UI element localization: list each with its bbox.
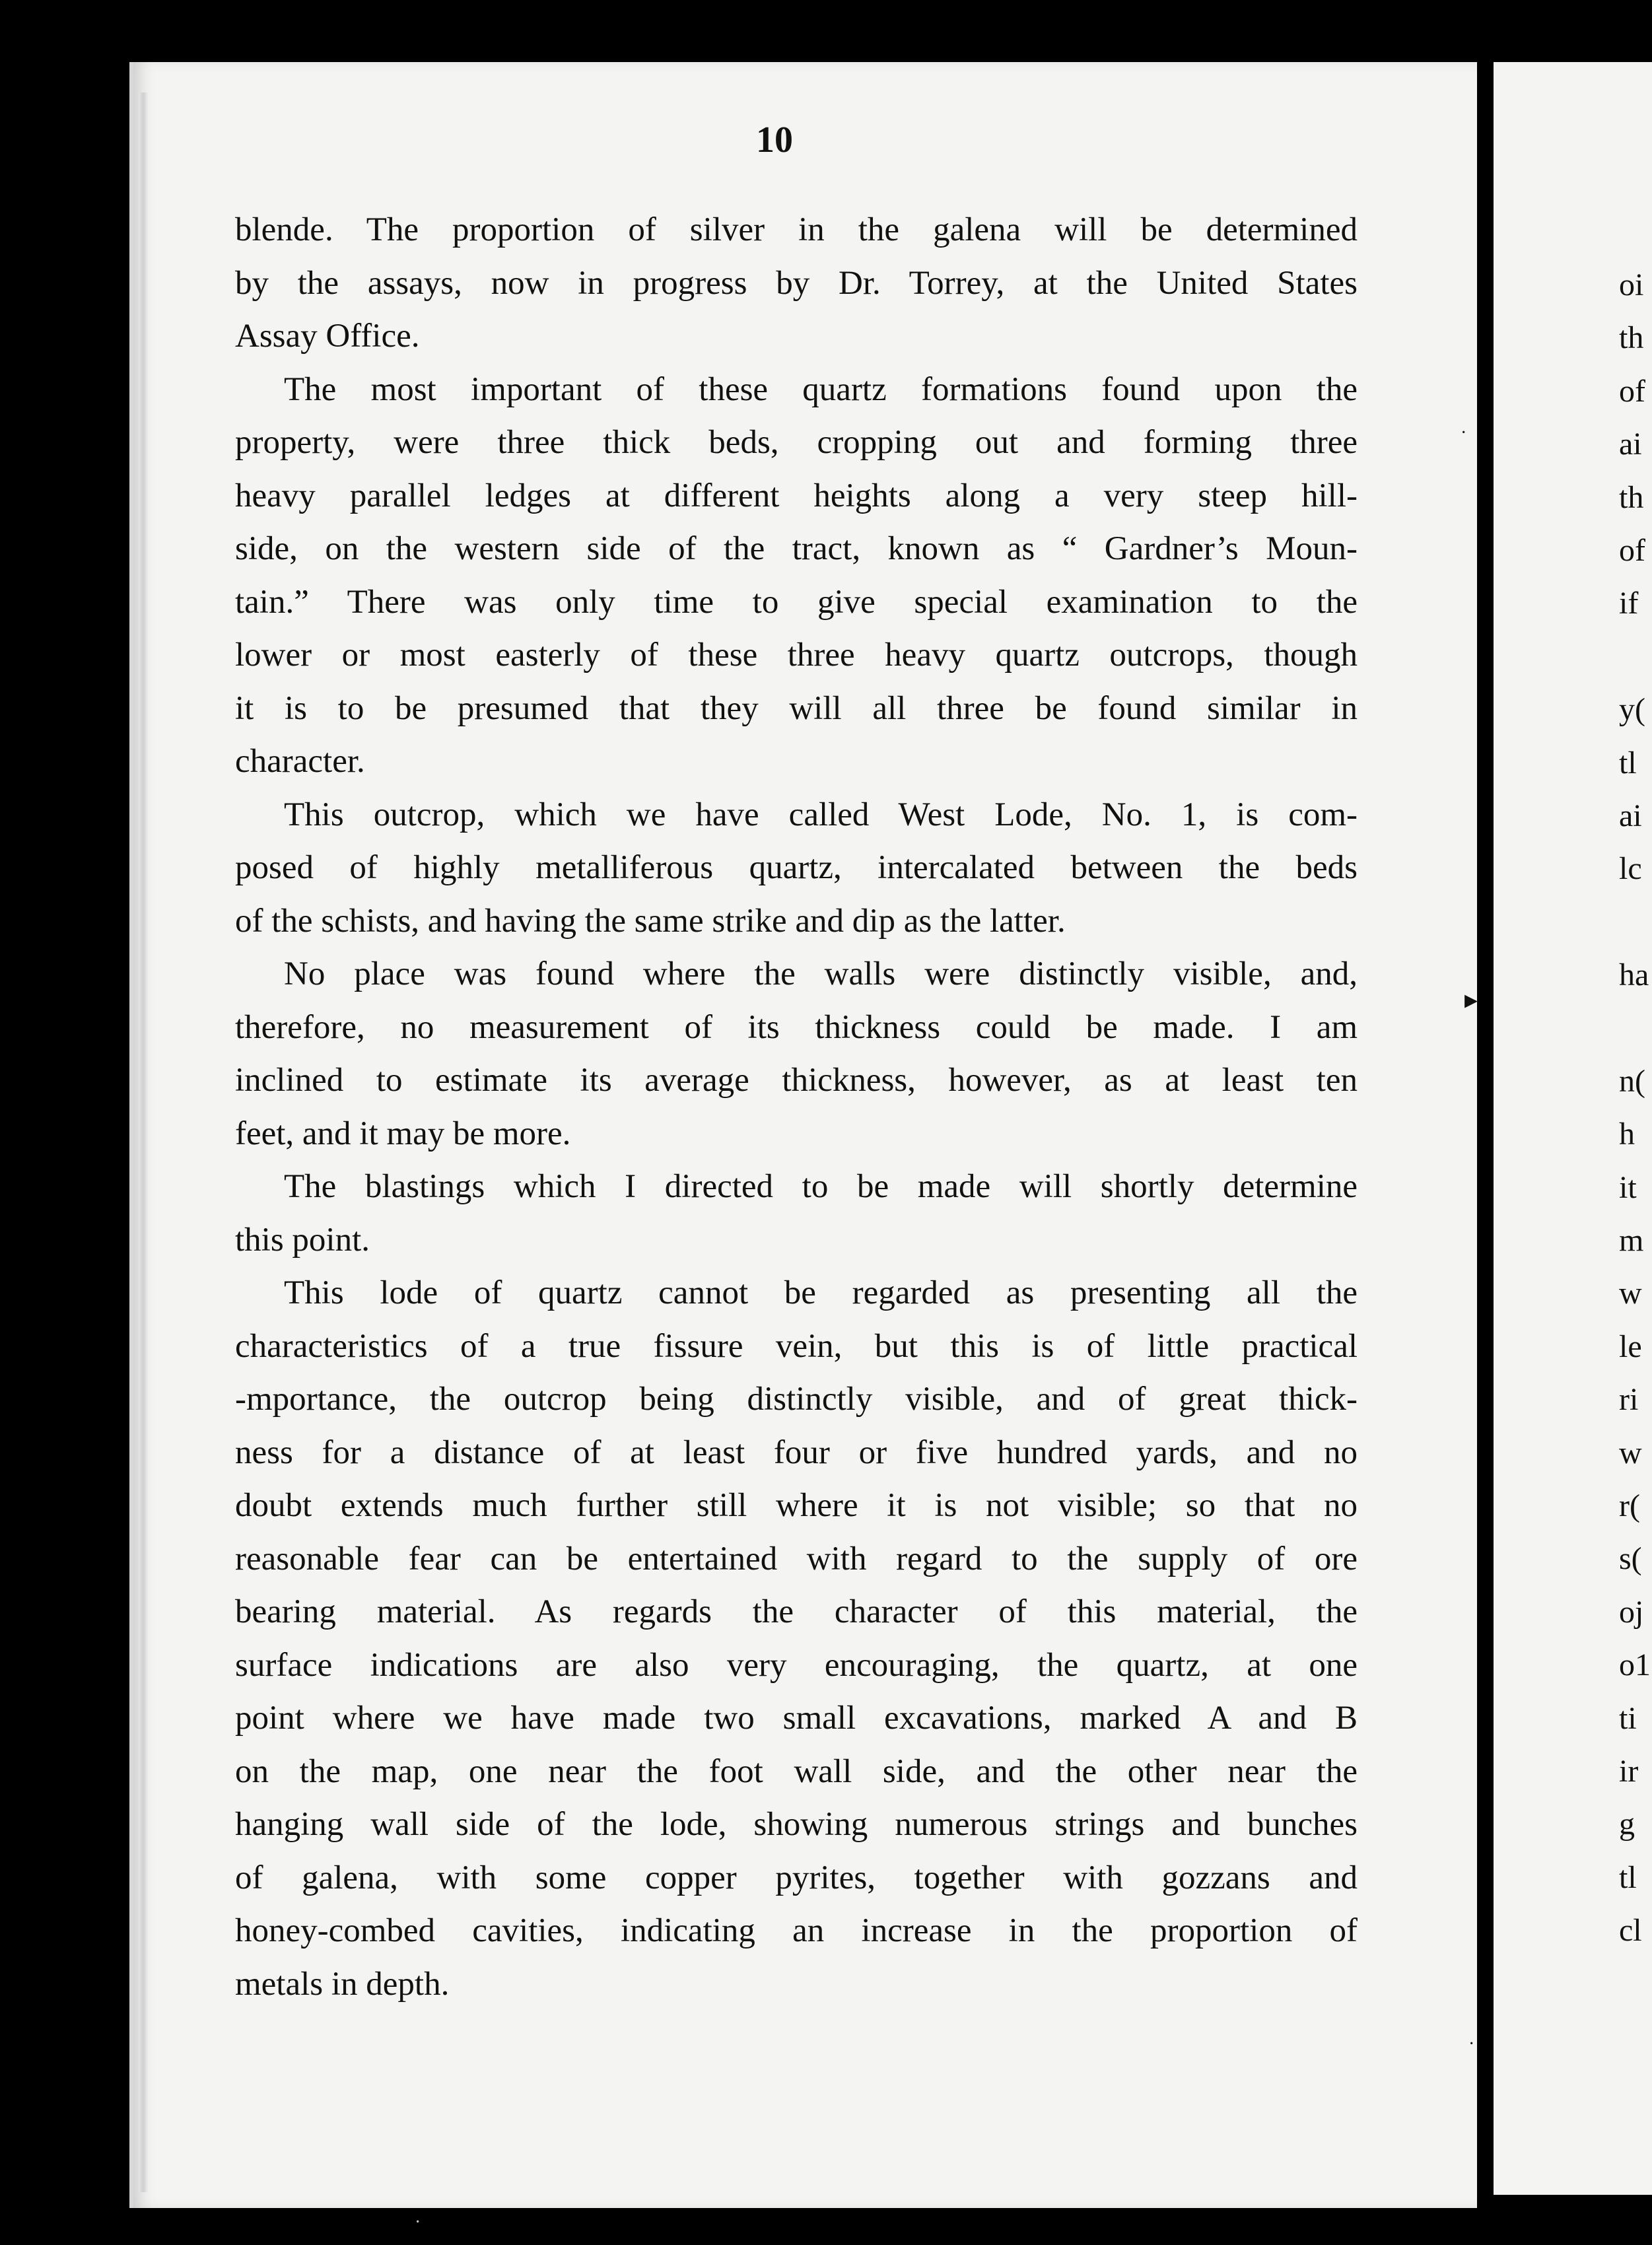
scan-speck: · (1461, 423, 1467, 443)
text-line: The blastings which I directed to be made will shortly determine (284, 1168, 1358, 1205)
fragment: ir (1619, 1753, 1639, 1789)
fragment: r( (1619, 1488, 1640, 1523)
text-line: character. (235, 743, 365, 780)
text-line: -mportance, the outcrop being distinctly visible, and of great thick- (235, 1381, 1358, 1418)
fragment (1619, 631, 1651, 683)
fragment: th (1619, 320, 1644, 356)
fragment (1619, 896, 1651, 949)
fragment: s( (1619, 1541, 1642, 1577)
text-line: heavy parallel ledges at different heights along a very steep hill- (235, 477, 1358, 514)
page-number: 10 (756, 120, 793, 160)
fragment: tl (1619, 1859, 1637, 1895)
fragment: ti (1619, 1700, 1637, 1736)
text-line: posed of highly metalliferous quartz, intercalated between the beds (235, 849, 1358, 886)
body-text (235, 203, 1358, 2011)
text-line: bearing material. As regards the character of this material, the (235, 1593, 1358, 1630)
scan-speck: · (1468, 2034, 1475, 2054)
right-page-fragments (1619, 259, 1651, 1958)
text-line: hanging wall side of the lode, showing numerous strings and bunches (235, 1806, 1358, 1843)
text-line: therefore, no measurement of its thickness could be made. I am (235, 1008, 1358, 1046)
text-line: inclined to estimate its average thickness, however, as at least ten (235, 1062, 1358, 1099)
text-line: reasonable fear can be entertained with regard to the supply of ore (235, 1540, 1358, 1577)
fragment: cl (1619, 1913, 1642, 1949)
fragment: w (1619, 1435, 1642, 1470)
fragment: ha (1619, 957, 1649, 993)
text-line: honey-combed cavities, indicating an increase in the proportion of (235, 1912, 1358, 1949)
text-line: side, on the western side of the tract, known as “ Gardner’s Moun- (235, 530, 1358, 567)
text-line: No place was found where the walls were distinctly visible, and, (284, 955, 1358, 992)
fragment: oj (1619, 1594, 1644, 1630)
text-line: of the schists, and having the same strike and dip as the latter. (235, 902, 1066, 940)
text-line: of galena, with some copper pyrites, together with gozzans and (235, 1859, 1358, 1896)
text-line: This lode of quartz cannot be regarded as presenting all the (284, 1274, 1358, 1311)
fragment: h (1619, 1117, 1635, 1152)
text-line: doubt extends much further still where it is not visible; so that no (235, 1487, 1358, 1524)
text-line: tain.” There was only time to give special examination to the (235, 583, 1358, 621)
fragment: n( (1619, 1063, 1645, 1099)
fragment: g (1619, 1807, 1635, 1842)
text-line: this point. (235, 1221, 370, 1259)
fragment (1619, 1002, 1651, 1054)
text-line: This outcrop, which we have called West Lode, No. 1, is com- (284, 796, 1358, 833)
text-line: it is to be presumed that they will all three be found similar in (235, 689, 1358, 727)
text-line: blende. The proportion of silver in the galena will be determined (235, 211, 1358, 248)
fragment: if (1619, 586, 1639, 621)
text-line: by the assays, now in progress by Dr. Torrey, at the United States (235, 264, 1358, 302)
fragment: tl (1619, 745, 1637, 780)
scan-speck: · (415, 2212, 421, 2232)
text-line: surface indications are also very encouraging, the quartz, at one (235, 1646, 1358, 1684)
fragment: it (1619, 1169, 1637, 1205)
fragment: le (1619, 1329, 1642, 1364)
text-line: ness for a distance of at least four or five hundred yards, and no (235, 1433, 1358, 1471)
fragment: lc (1619, 851, 1642, 887)
fragment: o1 (1619, 1647, 1651, 1683)
text-line: point where we have made two small excavations, marked A and B (235, 1700, 1358, 1737)
page-binding-edge (139, 92, 148, 2192)
text-line: on the map, one near the foot wall side, and the other near the (235, 1752, 1358, 1790)
text-line: property, were three thick beds, cropping out and forming three (235, 424, 1358, 461)
fragment: oi (1619, 267, 1644, 302)
fragment: ri (1619, 1382, 1639, 1418)
fragment: m (1619, 1223, 1644, 1259)
text-line: characteristics of a true fissure vein, but this is of little practical (235, 1327, 1358, 1365)
fragment: of (1619, 373, 1645, 409)
text-line: metals in depth. (235, 1965, 450, 2003)
fragment: ai (1619, 427, 1642, 462)
fragment: th (1619, 479, 1644, 515)
text-line: lower or most easterly of these three heavy quartz outcrops, though (235, 637, 1358, 674)
text-line: The most important of these quartz formations found upon the (284, 370, 1358, 408)
fragment: y( (1619, 692, 1645, 728)
fragment: ai (1619, 798, 1642, 833)
fragment: of (1619, 532, 1645, 568)
fragment: w (1619, 1276, 1642, 1311)
text-line: feet, and it may be more. (235, 1115, 571, 1152)
scan-speck: ▸ (1464, 984, 1478, 1014)
text-line: Assay Office. (235, 318, 420, 355)
